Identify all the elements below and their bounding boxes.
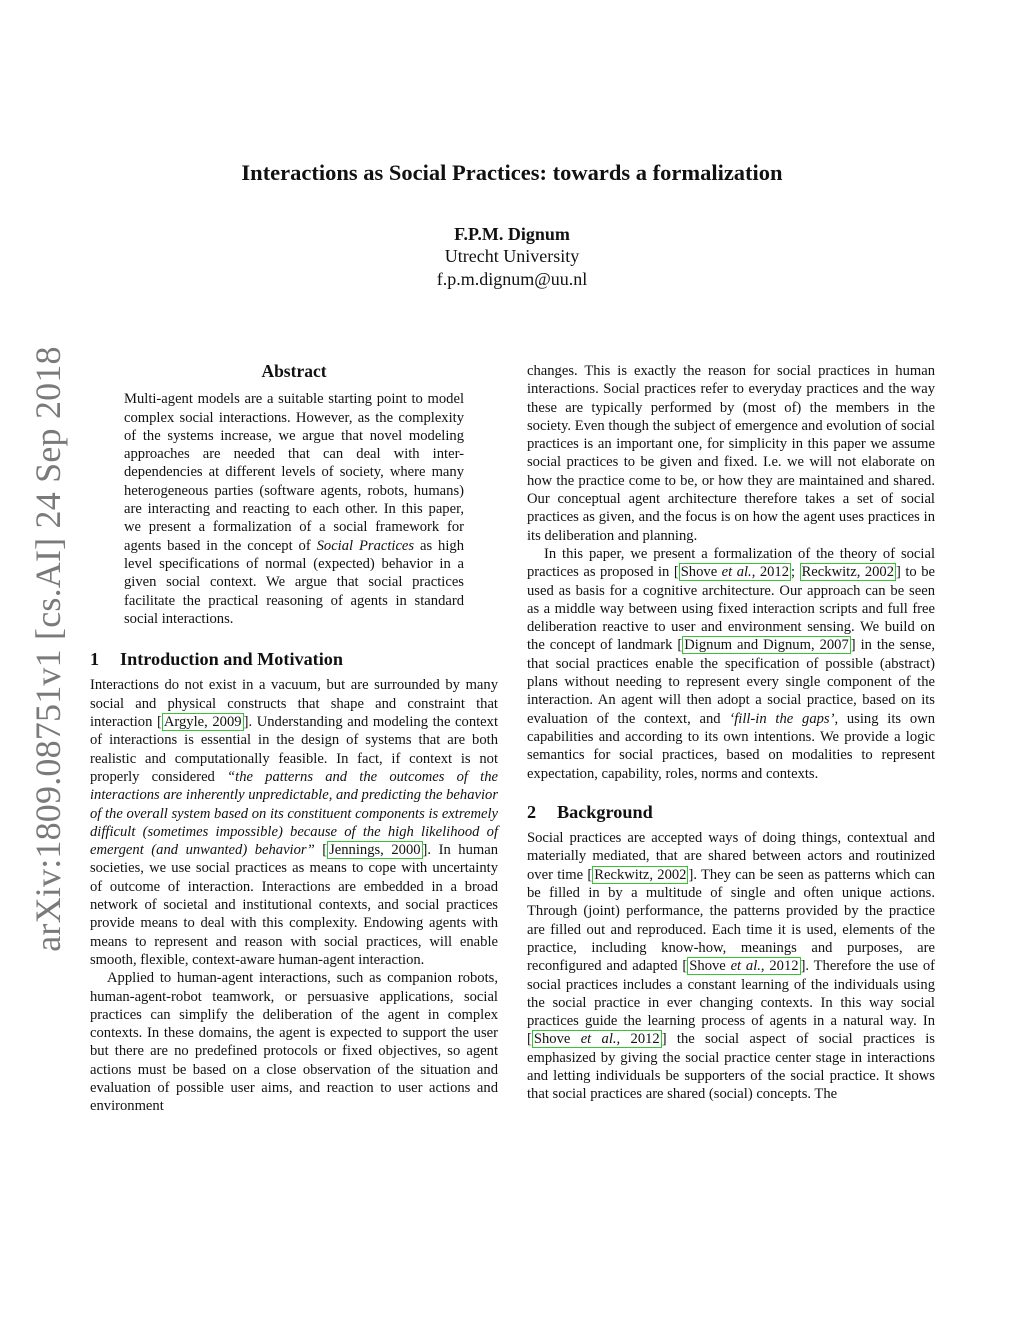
abstract-text: Multi-agent models are a suitable starting point to model complex social interactions. However, as the complexity of the systems increase, we argue that novel modeling approaches are needed that can deal with inter-dependencies at different levels of society, where many heterogeneous parties (software agents, robots, humans) are interacting and reacting to each other. In this paper, we present a formalization of a social framework for agents based in the concept of Social Practices as high level specifications of normal (expected) behavior in a given social context. We argue that social practices facilitate the practical reasoning of agents in standard social interactions.	[124, 391, 464, 627]
citation-link[interactable]: Argyle, 2009	[163, 714, 242, 731]
section-2-heading: 2 Background	[527, 801, 653, 822]
arxiv-identifier: arXiv:1809.08751v1 [cs.AI] 24 Sep 2018	[28, 346, 68, 952]
author-name: F.P.M. Dignum	[454, 224, 570, 244]
citation-link[interactable]: Shove et al., 2012	[533, 1031, 660, 1048]
section-1-heading: 1 Introduction and Motivation	[90, 649, 344, 670]
abstract-heading: Abstract	[261, 361, 327, 381]
right-column	[527, 362, 935, 1104]
citation-link[interactable]: Shove et al., 2012	[689, 958, 799, 975]
citation-link[interactable]: Reckwitz, 2002	[801, 564, 895, 581]
author-affiliation: Utrecht University	[444, 246, 580, 266]
citation-link[interactable]: Reckwitz, 2002	[594, 866, 687, 883]
section-1-paragraph-3: changes. This is exactly the reason for social practices in human interactions. Social practices refer to everyday practices and the way these are typically performed by (most of) the members in the society. Even though the subject of emergence and evolution of social practices is an important one, for simplicity in this paper we assume social practices to be given and fixed. I.e. we will not elaborate on how the practice come to be, or how they are maintained and shared. Our conceptual agent architecture therefore takes a set of social practices as given, and the focus is on how the agent uses practices in its deliberation and planning.	[527, 363, 935, 544]
author-email: f.p.m.dignum@uu.nl	[436, 269, 588, 289]
section-2-paragraph-1: Social practices are accepted ways of doing things, contextual and materially mediated, that are shared between actors and routinized over time [ Reckwitz, 2002 ]. They can be seen as patterns which can be filled in by a multitude of single and often unique actions. Through (joint) performance, the patterns provided by the practice are filled out and reproduced. Each time it is used, elements of the practice, including know-how, meanings and purposes, are reconfigured and adapted [ Shove et al., 2012 ]. Therefore the use of social practices includes a constant learning of the individuals using the social practice in ever changing contexts. In this way social practices guide the learning process of agents in a natural way. In [ Shove et al., 2012 ] the social aspect of social practices is emphasized by giving the social practice center stage in interactions and letting individuals be supporters of the social practice. It shows that social practices are shared (social) concepts. The	[527, 830, 935, 1103]
section-1-paragraph-4: In this paper, we present a formalization of the theory of social practices as proposed in [ Shove et al., 2012 ; Reckwitz, 2002 ] to be used as basis for a cognitive architecture. Our approach can be seen as a middle way between using fixed interaction scripts and full free deliberation reactive to user and environment sensing. We build on the concept of landmark [ Dignum and Dignum, 2007 ] in the sense, that social practices enable the specification of possible (abstract) plans without needing to represent every single component of the interaction. An agent will then adopt a social practice, based on its evaluation of the context, and ‘fill-in the gaps’, using its own capabilities and according to its own intentions. We provide a logic semantics for social practices, based on modalities to represent expectation, capability, roles, norms and contexts.	[527, 545, 935, 782]
paper-title: Interactions as Social Practices: towards a formalization	[241, 160, 783, 185]
section-1-paragraph-2: Applied to human-agent interactions, such as companion robots, human-agent-robot teamwork, or persuasive applications, social practices can simplify the deliberation of the agent in complex contexts. In these domains, the agent is expected to support the user but there are no predefined protocols or fixed objectives, so agent actions must be based on a close observation of the situation and evaluation of possible user aims, and reaction to user actions and environment	[90, 970, 498, 1115]
citation-link[interactable]: Dignum and Dignum, 2007	[684, 637, 849, 654]
citation-link[interactable]: Shove et al., 2012	[680, 564, 790, 581]
section-1-paragraph-1: Interactions do not exist in a vacuum, but are surrounded by many social and physical constructs that shape and constraint that interaction [ Argyle, 2009 ]. Understanding and modeling the context of interactions is essential in the design of systems that are both realistic and computationally feasible. In fact, if context is not properly considered “the patterns and the outcomes of the interactions are inherently unpredictable, and predicting the behavior of the overall system based on its constituent components is extremely difficult (sometimes impossible) because of the high likelihood of emergent (and unwanted) behavior” [ Jennings, 2000 ]. In human societies, we use social practices as means to cope with uncertainty of outcome of interaction. Interactions are embedded in a broad network of societal and institutional contexts, and social practices provide means to deal with this complexity. Endowing agents with means to represent and reason with social practices, will enable smooth, flexible, context-aware human-agent interaction.	[90, 677, 498, 968]
left-column	[90, 362, 498, 1116]
citation-link[interactable]: Jennings, 2000	[329, 842, 421, 859]
